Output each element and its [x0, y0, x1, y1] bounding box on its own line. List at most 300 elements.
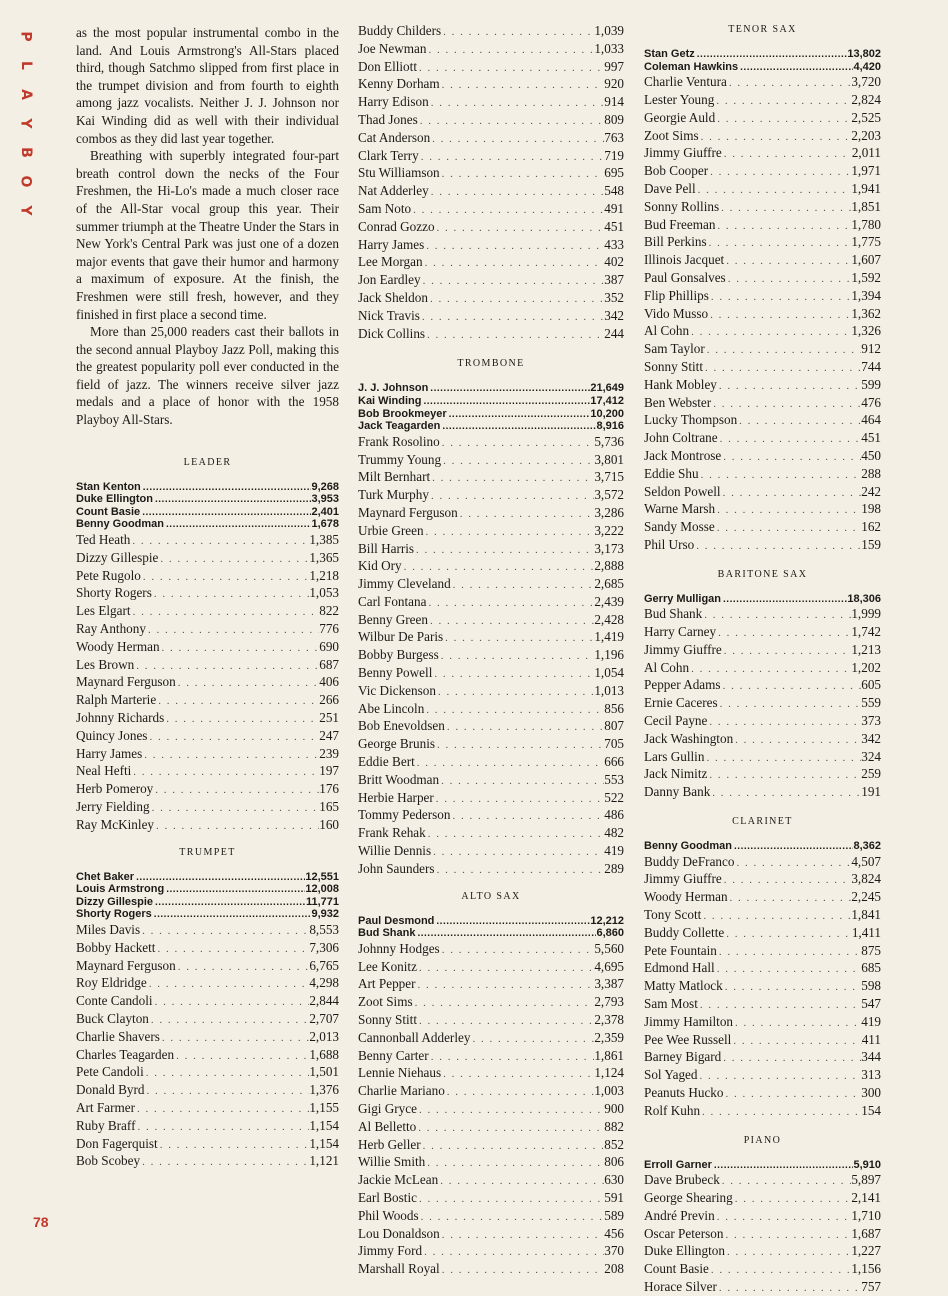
vote-count: 197	[319, 763, 339, 779]
section-trombone	[358, 357, 624, 877]
ranking-row	[644, 144, 881, 162]
leader-dots	[722, 872, 852, 888]
musician-name: Marshall Royal	[358, 1261, 440, 1277]
leader-dots	[421, 1138, 605, 1154]
ranking-row	[358, 789, 624, 807]
musician-name: Warne Marsh	[644, 501, 716, 517]
ranking-row	[358, 200, 624, 218]
ranking-row	[358, 1029, 624, 1047]
ranking-row	[644, 305, 881, 323]
ranking-row	[358, 129, 624, 147]
leader-dots	[164, 711, 319, 727]
leader-dots	[415, 755, 604, 771]
leader-dots	[733, 732, 861, 748]
ranking-row	[644, 340, 881, 358]
ranking-row	[358, 1225, 624, 1243]
leader-dots	[429, 95, 605, 111]
leader-dots	[428, 291, 604, 307]
musician-name: Conrad Gozzo	[358, 218, 435, 234]
leader-dots	[154, 818, 319, 834]
musician-name: Jimmy Ford	[358, 1243, 423, 1259]
musician-name: Benny Carter	[358, 1047, 429, 1063]
leader-dots	[718, 696, 862, 712]
musician-name: Buddy DeFranco	[644, 853, 735, 869]
vote-count: 159	[861, 536, 881, 552]
musician-name: Herb Geller	[358, 1136, 421, 1152]
leader-dots	[420, 309, 604, 325]
leader-dots	[698, 997, 861, 1013]
ranking-row	[644, 269, 881, 287]
ranking-row	[644, 1260, 881, 1278]
leader-dots	[700, 1104, 861, 1120]
ranking-row	[644, 358, 881, 376]
ranking-row	[358, 700, 624, 718]
musician-name: Frank Rehak	[358, 825, 426, 841]
vote-count: 352	[604, 289, 624, 305]
winner-row	[76, 883, 339, 896]
leader-dots	[710, 785, 861, 801]
musician-name: Milt Bernhart	[358, 469, 431, 485]
musician-name: Louis Armstrong	[76, 883, 165, 896]
ranking-row	[358, 468, 624, 486]
ranking-row	[358, 289, 624, 307]
spine-letter: P	[17, 31, 34, 42]
leader-dots	[715, 520, 862, 536]
vote-count: 3,720	[851, 74, 881, 90]
ranking-row	[644, 73, 881, 91]
ranking-row	[644, 1189, 881, 1207]
musician-name: Willie Dennis	[358, 843, 432, 859]
vote-count: 288	[861, 465, 881, 481]
vote-count: 8,916	[596, 420, 624, 433]
vote-count: 239	[319, 745, 339, 761]
vote-count: 10,200	[590, 407, 624, 420]
ranking-row	[76, 1046, 339, 1064]
ranking-row	[76, 549, 339, 567]
musician-name: Donald Byrd	[76, 1082, 145, 1098]
column-2	[358, 24, 624, 1278]
vote-count: 1,326	[851, 323, 881, 339]
musician-name: Dave Pell	[644, 180, 696, 196]
ranking-row	[358, 1064, 624, 1082]
vote-count: 2,203	[851, 127, 881, 143]
vote-count: 370	[604, 1243, 624, 1259]
vote-count: 856	[604, 700, 624, 716]
vote-count: 5,560	[594, 940, 624, 956]
vote-count: 822	[319, 603, 339, 619]
vote-count: 605	[861, 677, 881, 693]
vote-count: 1,213	[851, 641, 881, 657]
winner-row	[358, 382, 624, 395]
leader-dots	[738, 62, 853, 74]
vote-count: 1,362	[851, 305, 881, 321]
vote-count: 882	[604, 1118, 624, 1134]
leader-dots	[737, 413, 861, 429]
musician-name: Sonny Stitt	[644, 358, 703, 374]
musician-name: Don Elliott	[358, 58, 417, 74]
leader-dots	[445, 719, 604, 735]
spine-letter: A	[17, 89, 34, 100]
vote-count: 2,793	[594, 994, 624, 1010]
vote-count: 1,411	[851, 924, 881, 940]
vote-count: 757	[861, 1278, 881, 1294]
ranking-row	[358, 22, 624, 40]
page-number: 78	[33, 1214, 49, 1230]
leader-dots	[176, 959, 310, 975]
musician-name: Al Cohn	[644, 323, 690, 339]
ranking-row	[76, 620, 339, 638]
ranking-row	[644, 676, 881, 694]
leader-dots	[699, 467, 862, 483]
musician-name: Bobby Burgess	[358, 647, 439, 663]
ranking-row	[644, 483, 881, 501]
ranking-row	[358, 593, 624, 611]
vote-count: 2,141	[851, 1190, 881, 1205]
musician-name: Shorty Rogers	[76, 908, 152, 921]
ranking-row	[76, 745, 339, 763]
musician-name: John Saunders	[358, 860, 435, 876]
vote-count: 1,742	[851, 624, 881, 640]
musician-name: Dizzy Gillespie	[76, 549, 159, 565]
ranking-row	[76, 939, 339, 957]
ranking-row	[644, 959, 881, 977]
leader-dots	[702, 607, 851, 623]
vote-count: 1,607	[851, 252, 881, 268]
ranking-row	[644, 712, 881, 730]
vote-count: 687	[319, 656, 339, 672]
ranking-row	[76, 602, 339, 620]
vote-count: 776	[319, 621, 339, 637]
vote-count: 2,245	[851, 889, 881, 905]
musician-name: Maynard Ferguson	[76, 674, 176, 690]
vote-count: 476	[861, 394, 881, 410]
musician-name: Lennie Niehaus	[358, 1065, 442, 1081]
musician-name: Sonny Rollins	[644, 198, 720, 214]
ranking-row	[358, 958, 624, 976]
leader-dots	[439, 773, 604, 789]
musician-name: Paul Desmond	[358, 914, 435, 927]
leader-dots	[432, 666, 594, 682]
ranking-row	[358, 58, 624, 76]
musician-name: Jack Sheldon	[358, 289, 428, 305]
musician-name: Jerry Fielding	[76, 798, 150, 814]
ranking-row	[76, 1028, 339, 1046]
vote-count: 456	[604, 1225, 624, 1241]
ranking-row	[358, 611, 624, 629]
leader-dots	[428, 383, 590, 395]
musician-name: Cat Anderson	[358, 129, 431, 145]
musician-name: Dizzy Gillespie	[76, 895, 154, 908]
leader-dots	[689, 661, 851, 677]
leader-dots	[711, 396, 861, 412]
ranking-row	[76, 1099, 339, 1117]
ranking-row	[358, 433, 624, 451]
musician-name: George Shearing	[644, 1190, 733, 1205]
leader-dots	[415, 928, 596, 940]
vote-count: 342	[861, 730, 881, 746]
ranking-row	[358, 1082, 624, 1100]
musician-name: Art Farmer	[76, 1099, 135, 1115]
leader-dots	[153, 994, 310, 1010]
vote-count: 1,218	[309, 567, 339, 583]
vote-count: 1,013	[594, 682, 624, 698]
vote-count: 1,156	[851, 1261, 881, 1277]
musician-name: Gerry Mulligan	[644, 592, 722, 605]
ranking-row	[644, 623, 881, 641]
vote-count: 1,501	[309, 1064, 339, 1080]
musician-name: Cannonball Adderley	[358, 1029, 471, 1045]
leader-dots	[424, 238, 604, 254]
section-heading: TENOR SAX	[728, 24, 797, 35]
ranking-row	[644, 924, 881, 942]
musician-name: Don Fagerquist	[76, 1135, 158, 1151]
leader-dots	[417, 960, 594, 976]
ranking-row	[358, 1100, 624, 1118]
vote-count: 1,394	[851, 287, 881, 303]
ranking-row	[358, 628, 624, 646]
vote-count: 208	[604, 1261, 624, 1277]
leader-dots	[728, 890, 852, 906]
vote-count: 900	[604, 1101, 624, 1116]
vote-count: 1,688	[309, 1046, 339, 1062]
leader-dots	[421, 396, 590, 408]
ranking-row	[358, 993, 624, 1011]
musician-name: Sam Noto	[358, 200, 412, 216]
musician-name: Horace Silver	[644, 1278, 717, 1294]
section-clarinet	[644, 815, 881, 1120]
vote-count: 997	[604, 58, 624, 74]
article-intro	[76, 24, 339, 429]
vote-count: 324	[861, 748, 881, 764]
musician-name: Jack Washington	[644, 730, 734, 746]
vote-count: 2,011	[851, 145, 881, 161]
vote-count: 744	[861, 358, 881, 374]
musician-name: Chet Baker	[76, 870, 135, 883]
musician-name: Stan Kenton	[76, 480, 141, 493]
vote-count: 2,844	[309, 993, 339, 1009]
leader-dots	[440, 77, 605, 93]
leader-dots	[414, 542, 594, 558]
ranking-row	[644, 942, 881, 960]
ranking-row	[358, 575, 624, 593]
ranking-row	[644, 783, 881, 801]
winner-row	[76, 871, 339, 884]
leader-dots	[417, 60, 604, 76]
leader-dots	[156, 693, 319, 709]
vote-count: 3,222	[594, 522, 624, 538]
intro-paragraph: as the most popular instrumental combo in the land. And Louis Armstrong's All-Stars placed third, though Satchmo slipped from first place in the trumpet division and from fourth to eighth among jazz vocalists. Neither J. J. Johnson nor Kai Winding did as well with their individual combos as they did last year together.	[76, 25, 339, 146]
leader-dots	[176, 675, 319, 691]
ranking-row	[76, 1010, 339, 1028]
leader-dots	[141, 482, 312, 494]
leader-dots	[431, 844, 604, 860]
ranking-row	[644, 216, 881, 234]
musician-name: Conte Candoli	[76, 993, 153, 1009]
leader-dots	[131, 604, 320, 620]
vote-count: 2,401	[311, 505, 339, 518]
ranking-row	[358, 557, 624, 575]
leader-dots	[470, 1031, 594, 1047]
leader-dots	[417, 1191, 604, 1207]
leader-dots	[440, 421, 596, 433]
musician-name: Thad Jones	[358, 111, 418, 127]
leader-dots	[719, 200, 851, 216]
vote-count: 9,268	[311, 480, 339, 493]
leader-dots	[451, 577, 595, 593]
ranking-row	[358, 182, 624, 200]
ranking-row	[358, 1118, 624, 1136]
leader-dots	[418, 113, 605, 129]
ranking-row	[358, 271, 624, 289]
winner-row	[644, 593, 881, 606]
musician-name: Gigi Gryce	[358, 1101, 417, 1116]
vote-count: 154	[861, 1102, 881, 1118]
vote-count: 1,196	[594, 647, 624, 663]
ranking-row	[644, 1278, 881, 1296]
musician-name: Pete Fountain	[644, 942, 717, 958]
musician-name: Ernie Caceres	[644, 695, 718, 711]
leader-dots	[715, 111, 851, 127]
vote-count: 266	[319, 692, 339, 708]
vote-count: 4,420	[853, 60, 881, 73]
leader-dots	[724, 253, 851, 269]
vote-count: 5,897	[851, 1172, 881, 1188]
leader-dots	[717, 944, 861, 960]
vote-count: 342	[604, 307, 624, 323]
vote-count: 1,592	[851, 269, 881, 285]
ranking-row	[358, 717, 624, 735]
vote-count: 2,013	[309, 1028, 339, 1044]
musician-name: Charlie Mariano	[358, 1083, 445, 1099]
ranking-row	[358, 253, 624, 271]
musician-name: Vido Musso	[644, 305, 709, 321]
ranking-row	[644, 1225, 881, 1243]
vote-count: 589	[604, 1207, 624, 1223]
section-piano	[644, 1134, 881, 1296]
leader-dots	[413, 995, 595, 1011]
musician-name: Bud Shank	[644, 606, 703, 622]
musician-name: Sol Yaged	[644, 1067, 698, 1083]
musician-name: Kenny Dorham	[358, 76, 440, 92]
leader-dots	[160, 640, 320, 656]
leader-dots	[715, 502, 861, 518]
musician-name: Bill Perkins	[644, 234, 707, 250]
spine-letter: Y	[17, 205, 34, 216]
leader-dots	[155, 941, 309, 957]
musician-name: Nick Travis	[358, 307, 420, 323]
winner-row	[358, 915, 624, 928]
section-heading: ALTO SAX	[461, 890, 521, 902]
musician-name: Britt Woodman	[358, 771, 440, 787]
ranking-row	[76, 780, 339, 798]
vote-count: 685	[861, 960, 881, 976]
musician-name: Lester Young	[644, 91, 715, 107]
ranking-row	[644, 853, 881, 871]
leader-dots	[721, 1050, 861, 1066]
ranking-row	[644, 162, 881, 180]
ranking-row	[644, 500, 881, 518]
musician-name: Harry Carney	[644, 624, 717, 640]
leader-dots	[158, 551, 309, 567]
vote-count: 695	[604, 165, 624, 181]
vote-count: 3,953	[311, 493, 339, 506]
ranking-row	[644, 1013, 881, 1031]
leader-dots	[723, 1227, 851, 1243]
ranking-row	[358, 93, 624, 111]
musician-name: Eddie Bert	[358, 754, 415, 770]
musician-name: Eddie Shu	[644, 465, 699, 481]
leader-dots	[696, 182, 852, 198]
winner-row	[76, 908, 339, 921]
vote-count: 419	[861, 1013, 881, 1029]
ranking-row	[76, 762, 339, 780]
ranking-row	[76, 584, 339, 602]
leader-dots	[441, 24, 594, 40]
leader-dots	[720, 1173, 852, 1189]
leader-dots	[134, 658, 319, 674]
musician-name: Les Brown	[76, 656, 135, 672]
ranking-row	[644, 251, 881, 269]
leader-dots	[724, 926, 852, 942]
ranking-row	[644, 447, 881, 465]
leader-dots	[158, 1137, 310, 1153]
ranking-row	[76, 1081, 339, 1099]
vote-count: 191	[861, 784, 881, 800]
leader-dots	[439, 648, 595, 664]
vote-count: 162	[861, 519, 881, 535]
winner-row	[358, 420, 624, 433]
ranking-row	[358, 40, 624, 58]
vote-count: 313	[861, 1067, 881, 1083]
leader-dots	[714, 93, 851, 109]
ranking-row	[644, 748, 881, 766]
leader-dots	[425, 327, 604, 343]
leader-dots	[722, 643, 852, 659]
musician-name: J. J. Johnson	[358, 382, 429, 395]
leader-dots	[152, 909, 312, 921]
vote-count: 160	[319, 816, 339, 832]
section-heading: PIANO	[743, 1134, 782, 1146]
musician-name: Jack Teagarden	[358, 420, 441, 433]
leader-dots	[423, 255, 605, 271]
musician-name: Sandy Mosse	[644, 519, 715, 535]
vote-count: 4,298	[309, 975, 339, 991]
ranking-row	[358, 1189, 624, 1207]
leader-dots	[694, 538, 861, 554]
vote-count: 12,212	[590, 914, 624, 927]
section-heading: TRUMPET	[179, 846, 236, 858]
leader-dots	[140, 923, 309, 939]
musician-name: Miles Davis	[76, 921, 141, 937]
musician-name: Buddy Childers	[358, 23, 442, 38]
vote-count: 4,695	[594, 958, 624, 974]
musician-name: Bob Brookmeyer	[358, 407, 447, 420]
magazine-spine-title	[11, 22, 34, 225]
ranking-row	[358, 147, 624, 165]
musician-name: Dave Brubeck	[644, 1172, 720, 1188]
musician-name: John Coltrane	[644, 430, 718, 446]
vote-count: 5,910	[853, 1158, 881, 1171]
musician-name: Count Basie	[76, 505, 141, 518]
vote-count: 1,385	[309, 532, 339, 548]
ranking-row	[644, 376, 881, 394]
ranking-row	[644, 91, 881, 109]
musician-name: Bob Cooper	[644, 163, 709, 179]
leader-dots	[436, 684, 594, 700]
leader-dots	[718, 431, 862, 447]
vote-count: 198	[861, 501, 881, 517]
leader-dots	[428, 613, 594, 629]
